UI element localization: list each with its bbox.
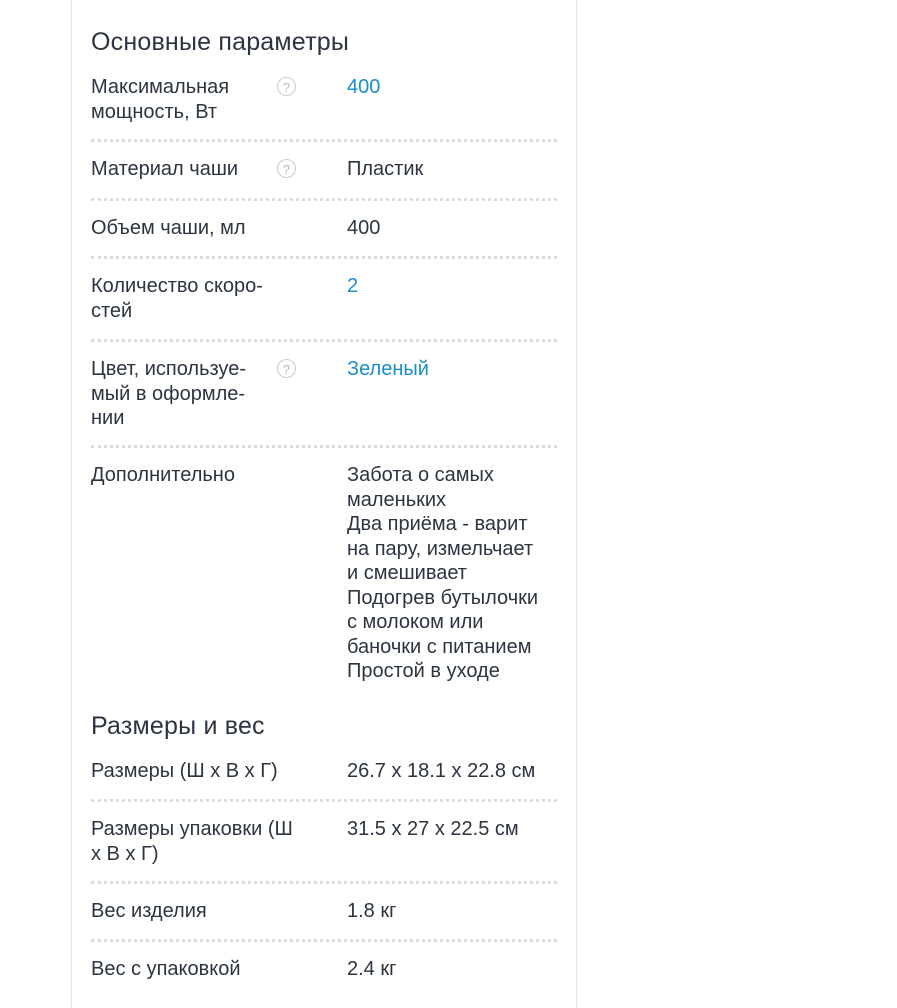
row-divider (91, 256, 557, 259)
spec-row-dimensions (91, 759, 557, 789)
spec-label: Объем чаши, мл (91, 217, 246, 239)
row-divider (91, 881, 557, 884)
row-divider (91, 445, 557, 448)
spec-label: Цвет, используе- мый в оформле- нии (91, 358, 246, 429)
spec-value: Забота о самых маленьких Два приёма - варит на пару, измельчает и смешивает Подогрев бутылочки с молоком или баночки с питанием Простой в уходе (347, 464, 539, 682)
spec-row-weight-packed (91, 957, 557, 987)
spec-value: 400 (347, 217, 381, 239)
help-icon[interactable]: ? (277, 77, 296, 96)
spec-value: 26.7 x 18.1 x 22.8 см (347, 760, 536, 782)
row-divider (91, 939, 557, 942)
spec-label: Размеры упаковки (Ш x В x Г) (91, 818, 293, 865)
spec-label: Количество скоро- стей (91, 275, 263, 322)
spec-label: Максимальная мощность, Вт (91, 76, 230, 123)
spec-value: 1.8 кг (347, 900, 397, 922)
spec-row-speeds (91, 274, 557, 326)
spec-row-package-dimensions (91, 817, 557, 869)
spec-value: Пластик (347, 158, 424, 180)
spec-row-bowl-volume (91, 216, 557, 246)
help-icon[interactable]: ? (277, 359, 296, 378)
spec-label: Вес с упаковкой (91, 958, 241, 980)
spec-value-link[interactable]: Зеленый (347, 358, 429, 380)
spec-label: Материал чаши (91, 158, 239, 180)
section-title-dims: Размеры и вес (91, 712, 265, 740)
spec-row-extra (91, 463, 557, 688)
row-divider (91, 339, 557, 342)
row-divider (91, 799, 557, 802)
row-divider (91, 139, 557, 142)
spec-row-power (91, 75, 557, 135)
spec-value-link[interactable]: 400 (347, 76, 381, 98)
row-divider (91, 198, 557, 201)
spec-value: 31.5 x 27 x 22.5 см (347, 818, 519, 840)
help-icon[interactable]: ? (277, 159, 296, 178)
spec-value: 2.4 кг (347, 958, 397, 980)
section-title-main: Основные параметры (91, 28, 349, 56)
spec-row-color (91, 357, 557, 433)
spec-label: Дополнительно (91, 464, 235, 486)
spec-label: Размеры (Ш x В x Г) (91, 760, 278, 782)
spec-label: Вес изделия (91, 900, 207, 922)
spec-row-bowl-material (91, 157, 557, 187)
spec-row-weight (91, 899, 557, 929)
spec-value-link[interactable]: 2 (347, 275, 359, 297)
